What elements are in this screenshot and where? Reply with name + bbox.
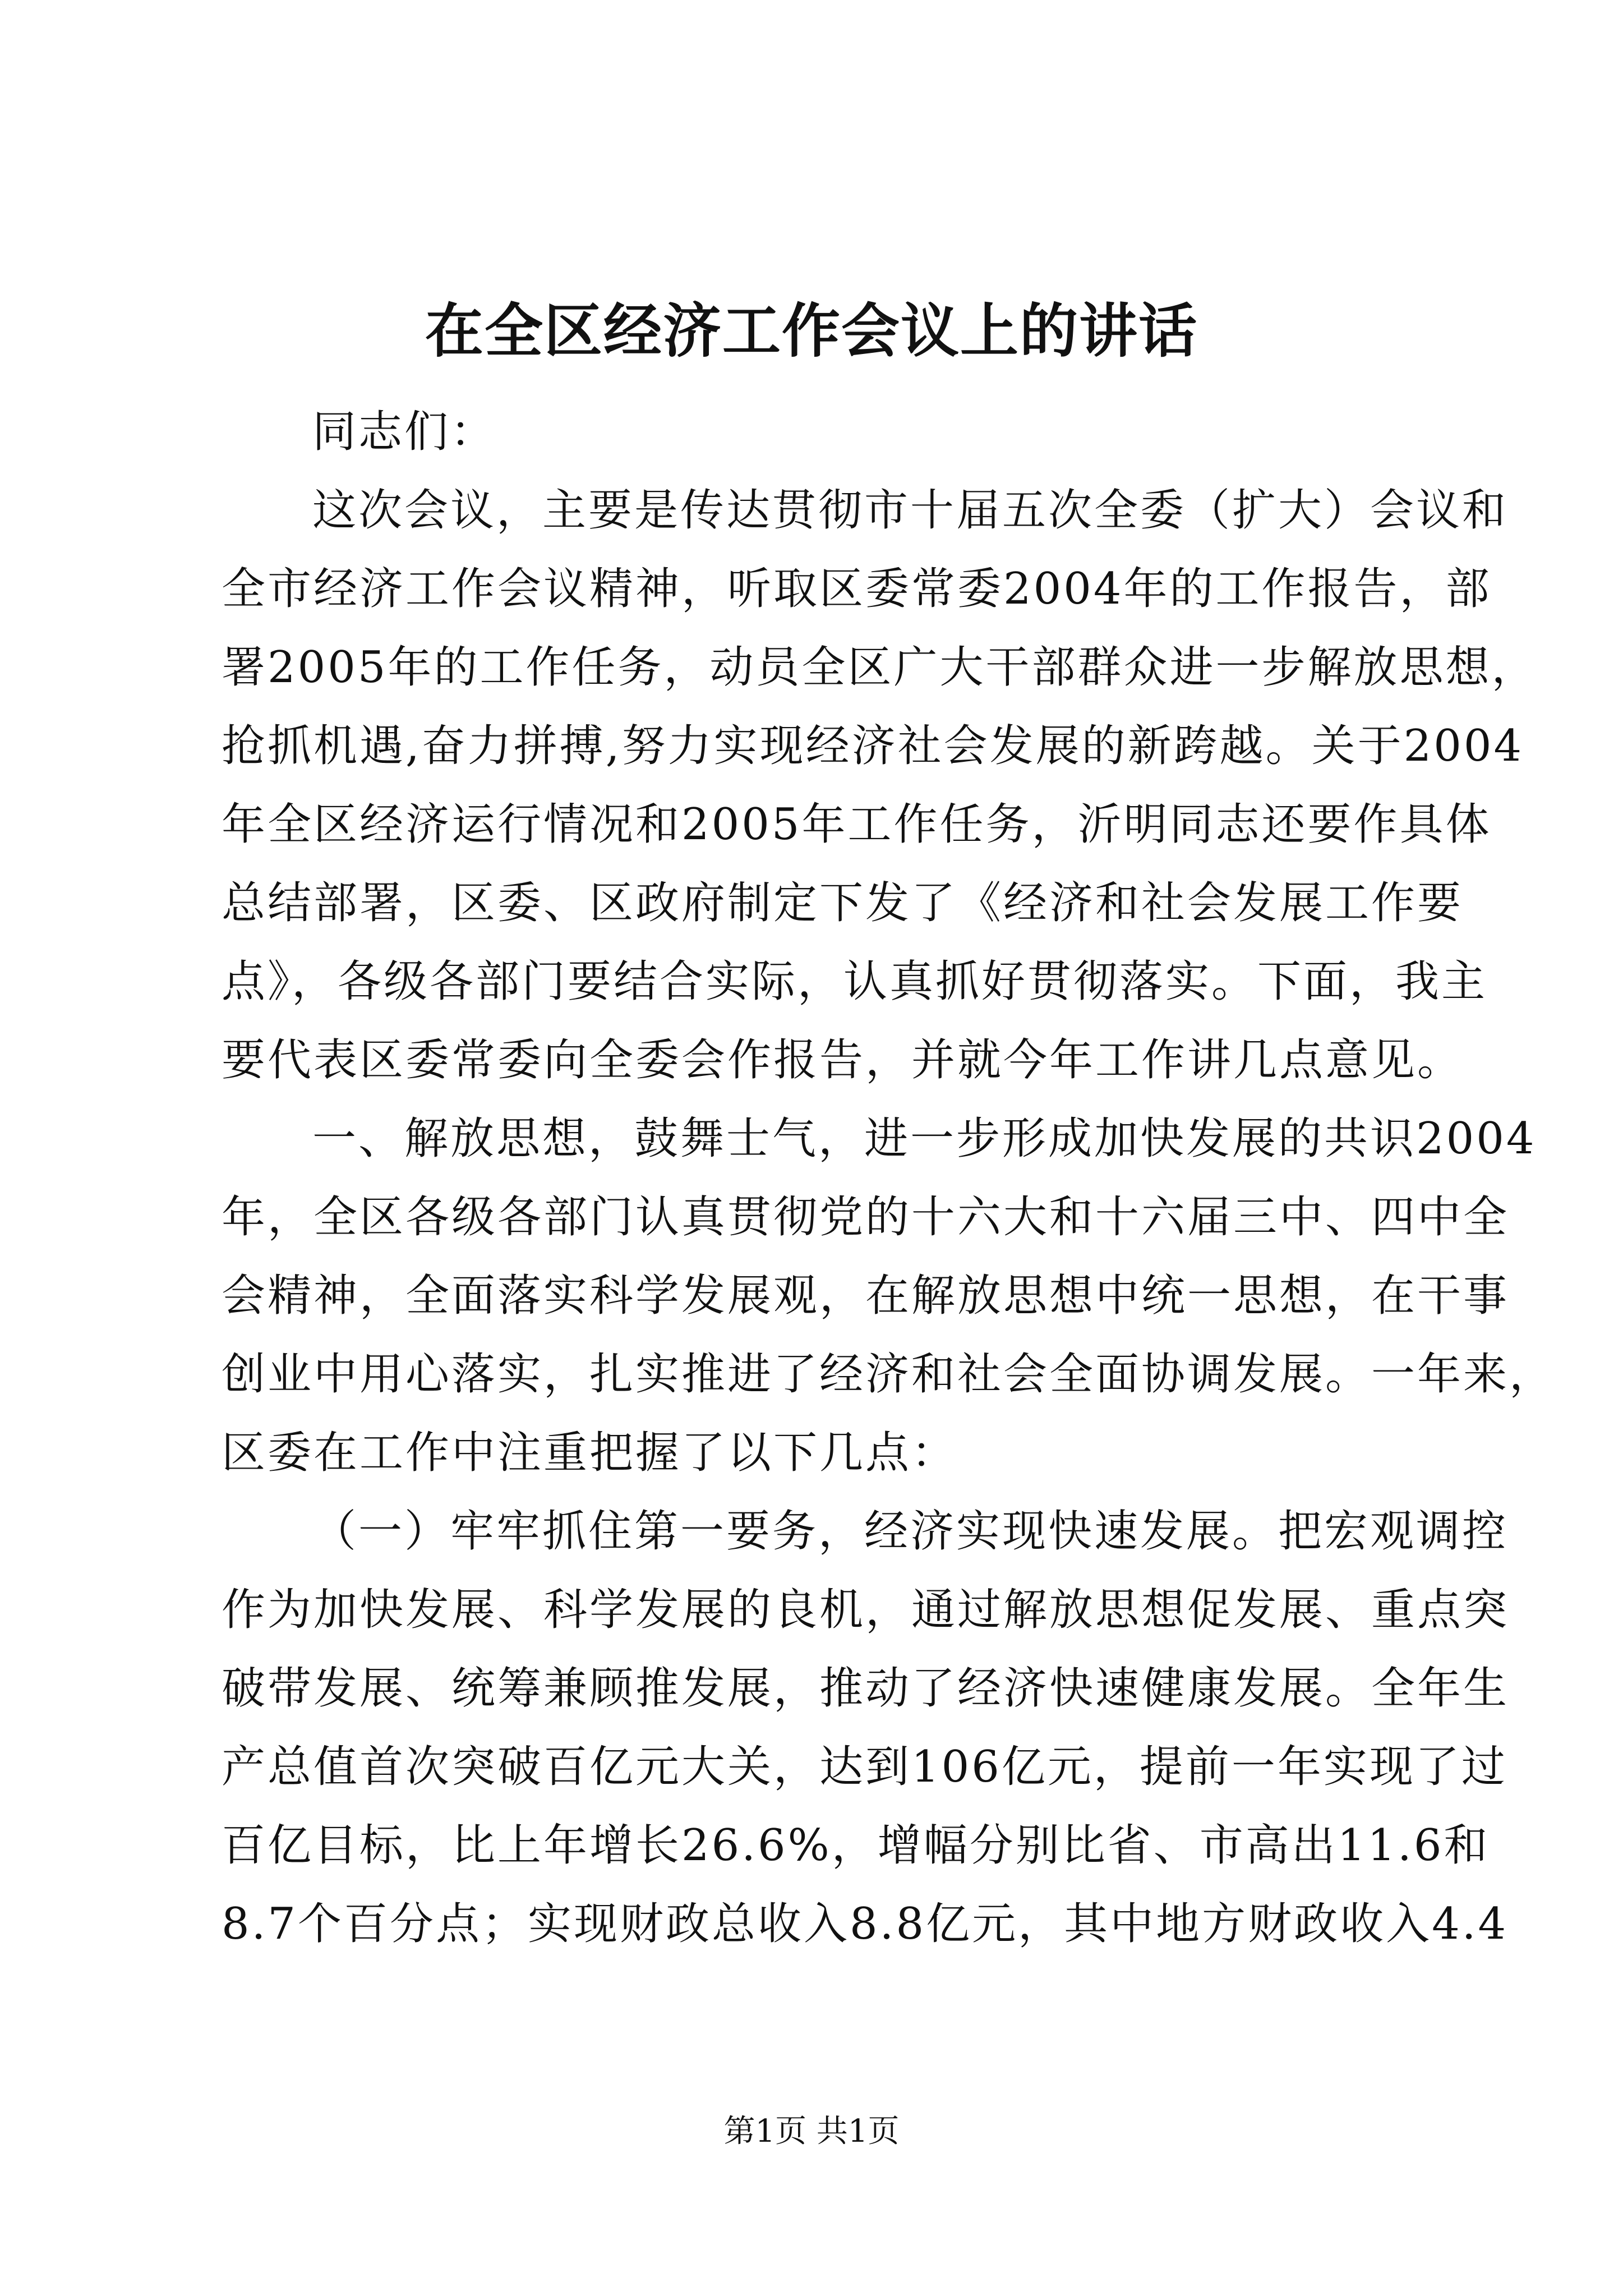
paragraph-line: 点》，各级各部门要结合实际，认真抓好贯彻落实。下面，我主 (222, 956, 1488, 1007)
page-footer: 第1页 共1页 (723, 2113, 900, 2150)
paragraph-line: 年全区经济运行情况和2005年工作任务，沂明同志还要作具体 (222, 799, 1492, 850)
document-title: 在全区经济工作会议上的讲话 (425, 296, 1198, 365)
paragraph-line: 产总值首次突破百亿元大关，达到106亿元，提前一年实现了过 (222, 1742, 1507, 1792)
paragraph-line: 总结部署，区委、区政府制定下发了《经济和社会发展工作要 (222, 878, 1464, 928)
paragraph-line: 年，全区各级各部门认真贯彻党的十六大和十六届三中、四中全 (222, 1192, 1510, 1243)
paragraph-line: 抢抓机遇,奋力拼搏,努力实现经济社会发展的新跨越。关于2004 (222, 721, 1524, 771)
paragraph-line: 区委在工作中注重把握了以下几点： (222, 1428, 958, 1478)
paragraph-line: 全市经济工作会议精神，听取区委常委2004年的工作报告，部 (222, 564, 1492, 614)
paragraph-line: 这次会议，主要是传达贯彻市十届五次全委（扩大）会议和 (312, 485, 1509, 536)
paragraph-line: 作为加快发展、科学发展的良机，通过解放思想促发展、重点突 (222, 1585, 1510, 1635)
document-body (222, 393, 1556, 1963)
paragraph-line: 8.7个百分点；实现财政总收入8.8亿元，其中地方财政收入4.4 (222, 1899, 1509, 1949)
paragraph-line: 会精神，全面落实科学发展观，在解放思想中统一思想，在干事 (222, 1271, 1510, 1321)
paragraph-line: 署2005年的工作任务，动员全区广大干部群众进一步解放思想， (222, 642, 1538, 693)
subsection-heading-line: （一）牢牢抓住第一要务，经济实现快速发展。把宏观调控 (312, 1506, 1509, 1557)
paragraph-line: 百亿目标，比上年增长26.6%，增幅分别比省、市高出11.6和 (222, 1820, 1490, 1871)
salutation-line: 同志们： (312, 407, 497, 457)
section-heading-line: 一、解放思想，鼓舞士气，进一步形成加快发展的共识2004 (312, 1114, 1537, 1164)
paragraph-line: 破带发展、统筹兼顾推发展，推动了经济快速健康发展。全年生 (222, 1663, 1510, 1714)
paragraph-line: 创业中用心落实，扎实推进了经济和社会全面协调发展。一年来， (222, 1349, 1556, 1400)
paragraph-line: 要代表区委常委向全委会作报告，并就今年工作讲几点意见。 (222, 1035, 1464, 1085)
